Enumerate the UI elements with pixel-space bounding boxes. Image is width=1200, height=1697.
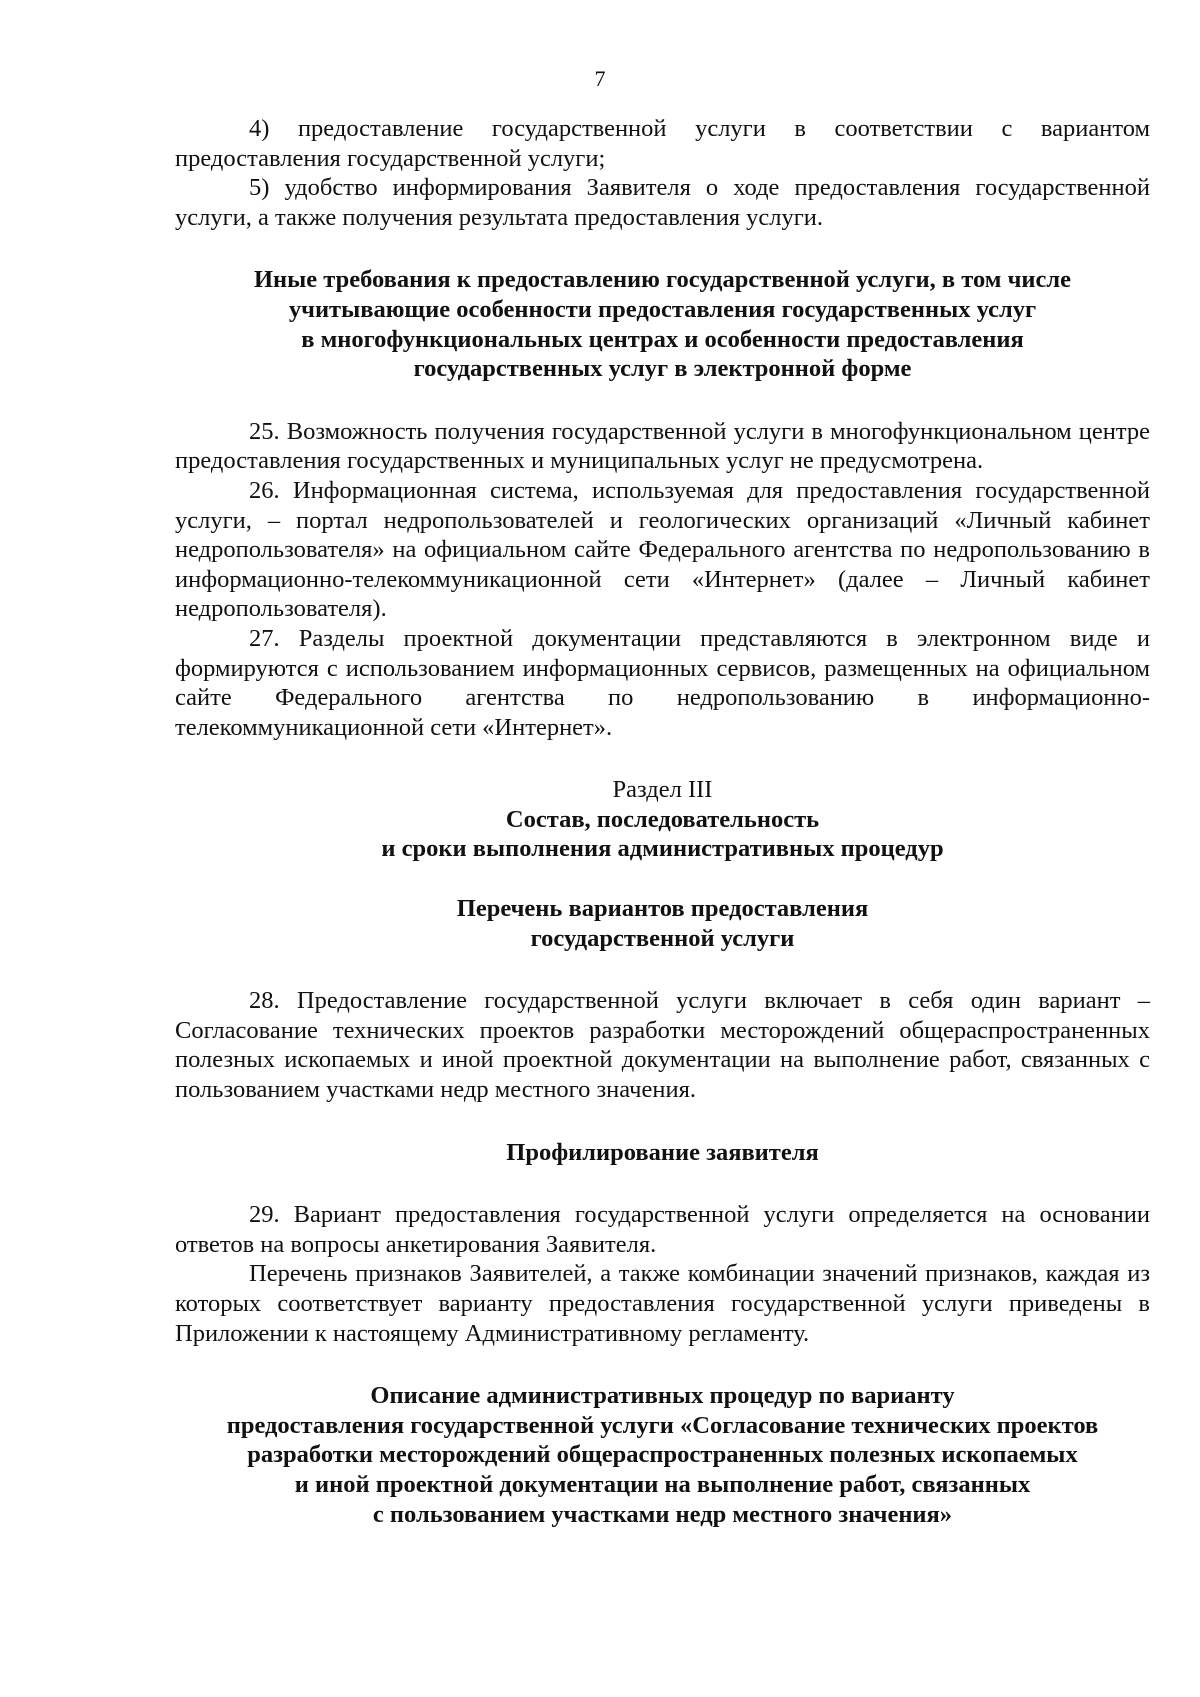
heading-other-requirements <box>175 265 1150 383</box>
paragraph-25: 25. Возможность получения государственной услуги в многофункциональном центре предоставления государственных и муниципальных услуг не предусмотрена. <box>175 417 1150 475</box>
heading-line: в многофункциональных центрах и особенности предоставления <box>301 325 1024 353</box>
heading-line: государственной услуги <box>530 924 795 952</box>
paragraph-item-4: 4) предоставление государственной услуги в соответствии с вариантом предоставления государственной услуги; <box>175 115 1150 172</box>
heading-line: учитывающие особенности предоставления государственных услуг <box>288 295 1037 323</box>
paragraph-27: 27. Разделы проектной документации представляются в электронном виде и формируются с использованием информационных сервисов, размещенных на официальном сайте Федерального агентства по недропользованию в информационно-телекоммуникационной сети «Интернет». <box>175 624 1150 741</box>
heading-line: с пользованием участками недр местного значения» <box>372 1500 953 1528</box>
heading-line: предоставления государственной услуги «Согласование технических проектов <box>226 1411 1099 1439</box>
heading-line: разработки месторождений общераспространенных полезных ископаемых <box>247 1441 1078 1469</box>
paragraph-item-5: 5) удобство информирования Заявителя о ходе предоставления государственной услуги, а также получения результата предоставления услуги. <box>175 174 1150 231</box>
heading-variants-list <box>175 894 1150 953</box>
heading-line: Иные требования к предоставлению государственной услуги, в том числе <box>253 266 1072 294</box>
heading-line: Перечень вариантов предоставления <box>456 895 869 923</box>
section-label: Раздел III <box>612 776 713 804</box>
heading-applicant-profiling: Профилирование заявителя <box>506 1138 819 1166</box>
heading-line: Описание административных процедур по варианту <box>370 1382 955 1410</box>
heading-line: и иной проектной документации на выполнение работ, связанных <box>294 1470 1031 1498</box>
heading-line: государственных услуг в электронной форме <box>413 355 912 383</box>
paragraph-26: 26. Информационная система, используемая для предоставления государственной услуги, – портал недропользователей и геологических организаций «Личный кабинет недропользователя» на официальном сайте Федерального агентства по недропользованию в информационно-телекоммуникационной сети «Интернет» (далее – Личный кабинет недропользователя). <box>175 476 1150 623</box>
paragraph-29: 29. Вариант предоставления государственной услуги определяется на основании ответов на вопросы анкетирования Заявителя. <box>175 1201 1150 1258</box>
heading-line: Состав, последовательность <box>505 805 820 833</box>
heading-line: и сроки выполнения административных процедур <box>381 835 944 863</box>
document-body <box>175 114 1150 1529</box>
page-number: 7 <box>594 66 606 91</box>
paragraph-29-continued: Перечень признаков Заявителей, а также комбинации значений признаков, каждая из которых соответствует варианту предоставления государственной услуги приведены в Приложении к настоящему Административному регламенту. <box>175 1260 1150 1347</box>
paragraph-28: 28. Предоставление государственной услуги включает в себя один вариант – Согласование технических проектов разработки месторождений общераспространенных полезных ископаемых и иной проектной документации на выполнение работ, связанных с пользованием участками недр местного значения. <box>175 987 1150 1104</box>
heading-procedures-description <box>175 1381 1150 1529</box>
section-title <box>175 805 1150 864</box>
